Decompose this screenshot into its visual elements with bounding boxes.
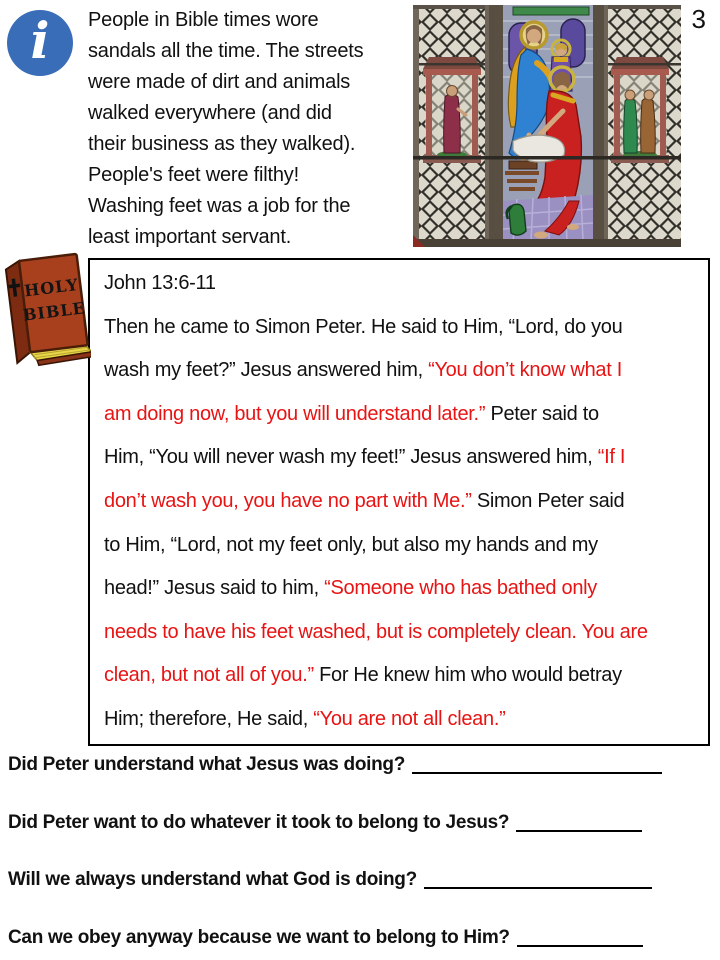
narration-text: Peter said to xyxy=(490,402,599,425)
jesus-words: needs to have his feet washed, but is completely clean. You are xyxy=(104,620,648,643)
narration-text: Simon Peter said xyxy=(476,489,625,512)
right-panel-figures xyxy=(611,57,669,163)
jesus-words: “If I xyxy=(597,446,626,469)
intro-line: were made of dirt and animals xyxy=(88,71,351,93)
narration-text: For He knew him who would betray xyxy=(319,664,622,687)
passage-line xyxy=(104,654,708,698)
intro-line: People in Bible times wore xyxy=(88,9,319,31)
passage-line xyxy=(104,306,708,350)
narration-text: to Him, “Lord, not my feet only, but also my hands and my xyxy=(104,533,598,556)
jesus-words: “You are not all clean.” xyxy=(313,707,506,730)
answer-blank xyxy=(412,756,662,774)
answer-blank xyxy=(424,871,652,889)
narration-text: Then he came to Simon Peter. He said to Him, “Lord, do you xyxy=(104,315,623,338)
question-text: Did Peter understand what Jesus was doing? xyxy=(8,754,406,775)
jesus-words: am doing now, but you will understand later.” xyxy=(104,402,491,425)
question-text: Did Peter want to do whatever it took to belong to Jesus? xyxy=(8,811,510,833)
holy-bible-svg xyxy=(1,249,91,369)
book-title-line1: HOLY xyxy=(23,274,80,301)
passage-reference xyxy=(104,262,708,306)
narration-text: Him; therefore, He said, xyxy=(104,707,314,730)
intro-line: least important servant. xyxy=(88,226,292,248)
answer-blank xyxy=(516,814,642,832)
jesus-words: “Someone who has bathed only xyxy=(324,577,597,600)
info-icon xyxy=(7,10,73,76)
question-text: Can we obey anyway because we want to belong to Him? xyxy=(8,926,510,948)
narration-text: John 13:6-11 xyxy=(104,272,216,294)
passage-line xyxy=(104,349,708,393)
page-number: 3 xyxy=(691,4,706,34)
narration-text: wash my feet?” Jesus answered him, xyxy=(104,359,429,382)
intro-text xyxy=(88,5,418,253)
answer-blank xyxy=(517,929,643,947)
questions-section xyxy=(8,753,714,960)
stained-glass-svg xyxy=(413,5,681,247)
stained-glass-image xyxy=(413,5,681,247)
question-row xyxy=(8,811,714,834)
central-scene xyxy=(503,5,593,241)
narration-text: head!” Jesus said to him, xyxy=(104,577,325,600)
jesus-words: “You don’t know what I xyxy=(428,359,622,382)
info-icon-glyph: i xyxy=(30,11,50,70)
passage-line xyxy=(104,393,708,437)
jesus-words: clean, but not all of you.” xyxy=(104,664,320,687)
passage-line xyxy=(104,567,708,611)
left-panel-figure xyxy=(423,57,481,163)
bible-passage-box xyxy=(88,258,710,746)
question-row xyxy=(8,868,714,891)
question-text: Will we always understand what God is doing? xyxy=(8,869,417,890)
intro-line: walked everywhere (and did xyxy=(88,102,332,124)
holy-bible-icon xyxy=(1,249,91,369)
narration-text: Him, “You will never wash my feet!” Jesus answered him, xyxy=(104,446,598,469)
book-title-line2: BIBLE xyxy=(21,298,87,325)
passage-line xyxy=(104,611,708,655)
jesus-words: don’t wash you, you have no part with Me.” xyxy=(104,489,477,512)
question-row xyxy=(8,753,714,776)
intro-line: People's feet were filthy! xyxy=(88,164,299,186)
passage-line xyxy=(104,436,708,480)
passage-line xyxy=(104,698,708,742)
passage-line xyxy=(104,480,708,524)
question-row xyxy=(8,926,714,949)
intro-line: Washing feet was a job for the xyxy=(88,195,351,217)
passage-line xyxy=(104,524,708,568)
intro-line: sandals all the time. The streets xyxy=(88,40,364,62)
intro-line: their business as they walked). xyxy=(88,133,356,155)
